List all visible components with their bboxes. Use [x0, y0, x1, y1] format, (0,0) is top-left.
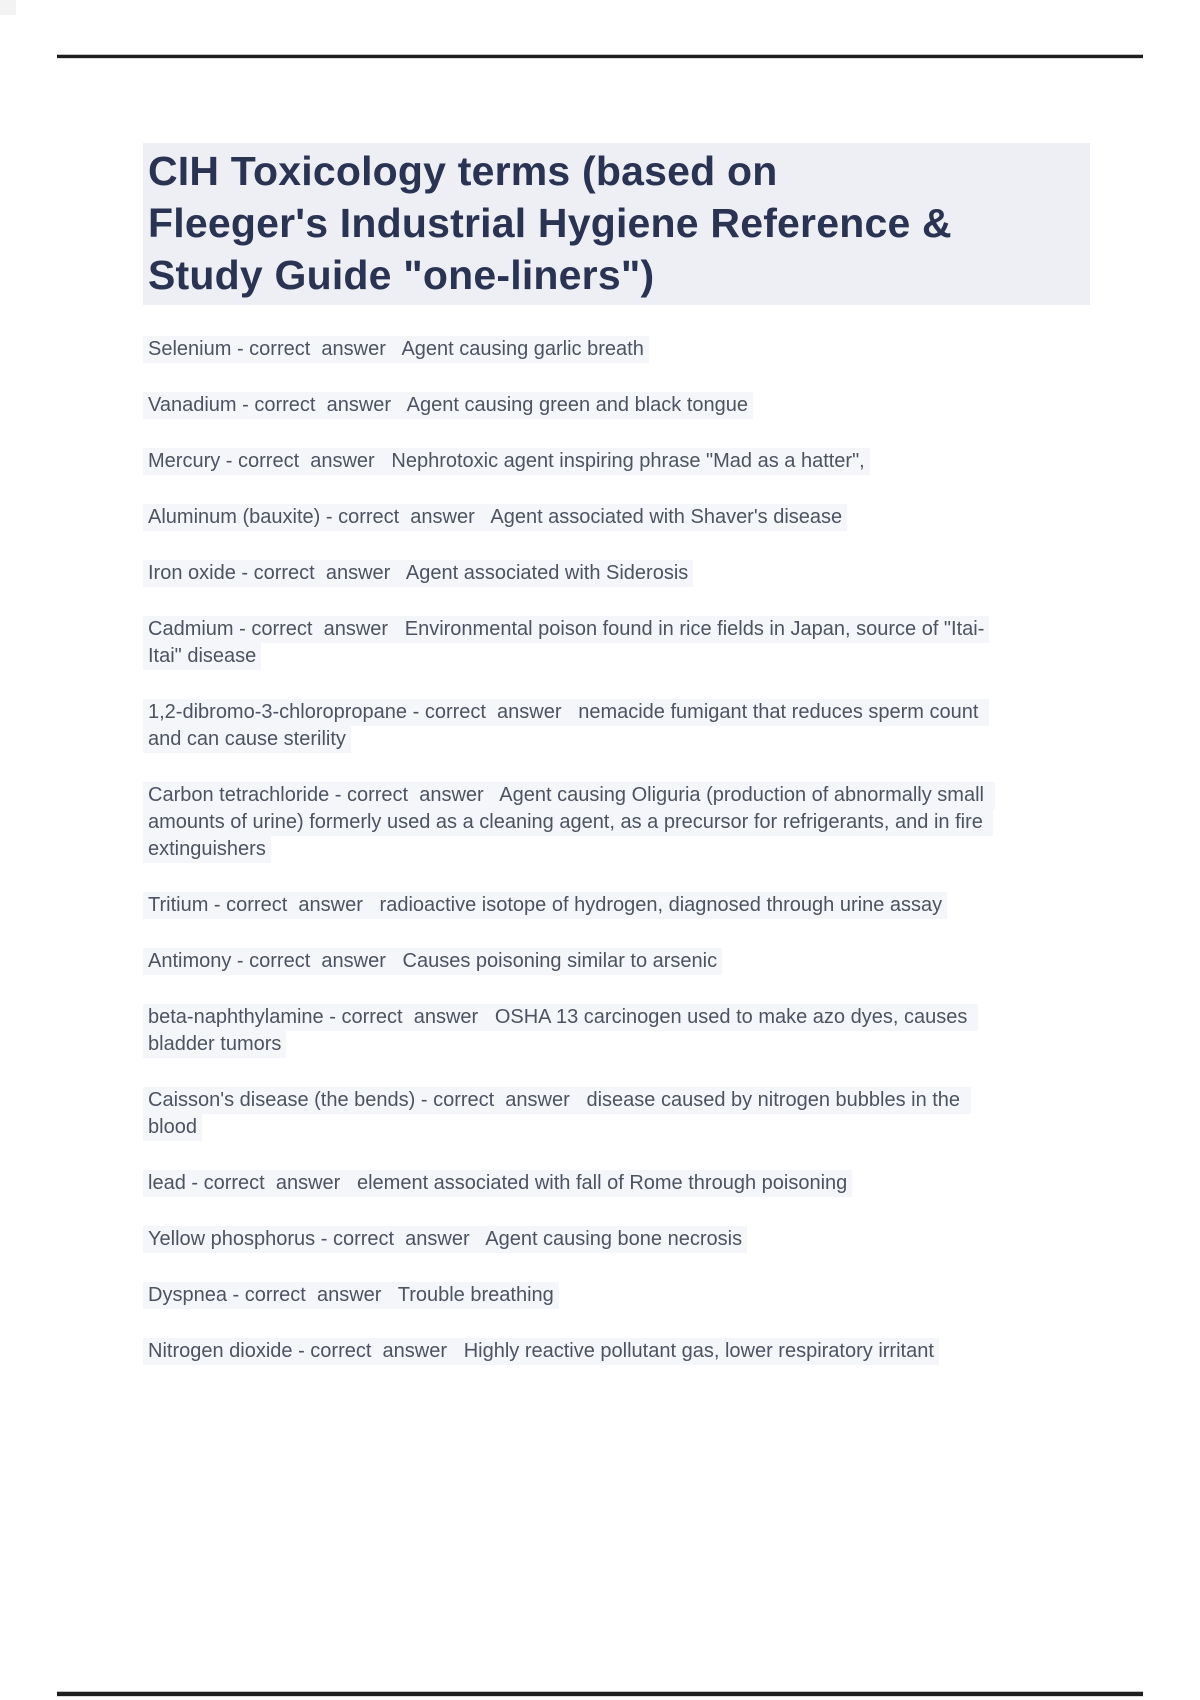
- qa-text: [143, 560, 693, 587]
- qa-separator: - correct answer: [236, 394, 407, 416]
- qa-answer: Highly reactive pollutant gas, lower respiratory irritant: [463, 1340, 934, 1362]
- qa-answer: Environmental poison found in rice fields in Japan, source of "Itai-Itai" disease: [148, 618, 985, 667]
- top-rule: [57, 55, 1143, 58]
- qa-text: [143, 504, 847, 531]
- qa-separator: - correct answer: [220, 450, 392, 472]
- qa-separator: - correct answer: [320, 506, 491, 528]
- qa-term: Caisson's disease (the bends): [148, 1089, 416, 1111]
- qa-item: [143, 504, 1015, 531]
- qa-text: [143, 448, 870, 475]
- qa-answer: Agent associated with Siderosis: [405, 562, 689, 584]
- qa-item: [143, 699, 1015, 753]
- qa-separator: - correct answer: [233, 618, 405, 640]
- corner-artifact: [0, 0, 16, 15]
- qa-separator: - correct answer: [315, 1228, 486, 1250]
- qa-item: [143, 1004, 1015, 1058]
- qa-item: [143, 892, 1015, 919]
- qa-item: [143, 392, 1015, 419]
- qa-item: [143, 1226, 1015, 1253]
- qa-list: [143, 336, 1015, 1365]
- qa-text: [143, 616, 989, 670]
- qa-separator: - correct answer: [292, 1340, 464, 1362]
- qa-item: [143, 1087, 1015, 1141]
- qa-item: [143, 560, 1015, 587]
- qa-text: [143, 892, 947, 919]
- qa-answer: OSHA 13 carcinogen used to make azo dyes, causes bladder tumors: [148, 1006, 973, 1055]
- qa-text: [143, 1282, 559, 1309]
- qa-text: [143, 336, 649, 363]
- title-block: [143, 143, 1090, 305]
- qa-answer: Trouble breathing: [397, 1284, 554, 1306]
- qa-term: beta-naphthylamine: [148, 1006, 324, 1028]
- qa-separator: - correct answer: [231, 338, 402, 360]
- qa-text: [143, 1087, 971, 1141]
- qa-term: Vanadium: [148, 394, 237, 416]
- page-title-line: CIH Toxicology terms (based on: [148, 148, 778, 194]
- qa-term: Iron oxide: [148, 562, 236, 584]
- qa-answer: Agent causing bone necrosis: [485, 1228, 743, 1250]
- qa-answer: disease caused by nitrogen bubbles in the blood: [148, 1089, 966, 1138]
- qa-answer: Nephrotoxic agent inspiring phrase "Mad as a hatter",: [391, 450, 865, 472]
- qa-separator: - correct answer: [329, 784, 500, 806]
- qa-term: Dyspnea: [148, 1284, 227, 1306]
- qa-term: lead: [148, 1172, 186, 1194]
- qa-separator: - correct answer: [185, 1172, 357, 1194]
- qa-answer: nemacide fumigant that reduces sperm count and can cause sterility: [148, 701, 984, 750]
- qa-item: [143, 1282, 1015, 1309]
- page-title-line: Study Guide "one-liners"): [148, 252, 655, 298]
- qa-answer: Agent causing Oliguria (production of abnormally small amounts of urine) formerly used as a cleaning agent, as a precursor for refrigerants, and in fire extinguishers: [148, 784, 990, 860]
- qa-separator: - correct answer: [231, 950, 403, 972]
- qa-answer: element associated with fall of Rome through poisoning: [356, 1172, 848, 1194]
- qa-text: [143, 1004, 978, 1058]
- content-area: [143, 143, 1090, 1394]
- qa-answer: Agent causing garlic breath: [401, 338, 644, 360]
- qa-separator: - correct answer: [226, 1284, 398, 1306]
- page-title-line: Fleeger's Industrial Hygiene Reference &: [148, 200, 952, 246]
- qa-term: Antimony: [148, 950, 232, 972]
- qa-text: [143, 1338, 939, 1365]
- qa-term: Tritium: [148, 894, 209, 916]
- qa-answer: Causes poisoning similar to arsenic: [402, 950, 718, 972]
- qa-item: [143, 1170, 1015, 1197]
- qa-item: [143, 616, 1015, 670]
- qa-item: [143, 336, 1015, 363]
- qa-term: Carbon tetrachloride: [148, 784, 330, 806]
- qa-text: [143, 392, 753, 419]
- qa-answer: radioactive isotope of hydrogen, diagnosed through urine assay: [379, 894, 943, 916]
- qa-text: [143, 1226, 747, 1253]
- qa-separator: - correct answer: [407, 701, 579, 723]
- qa-text: [143, 1170, 852, 1197]
- qa-text: [143, 782, 995, 863]
- qa-text: [143, 948, 722, 975]
- qa-text: [143, 699, 989, 753]
- qa-term: Selenium: [148, 338, 232, 360]
- qa-item: [143, 948, 1015, 975]
- qa-separator: - correct answer: [415, 1089, 587, 1111]
- qa-separator: - correct answer: [323, 1006, 495, 1028]
- bottom-rule: [57, 1692, 1143, 1696]
- qa-term: Cadmium: [148, 618, 234, 640]
- qa-item: [143, 782, 1015, 863]
- qa-term: Nitrogen dioxide: [148, 1340, 293, 1362]
- qa-term: 1,2-dibromo-3-chloropropane: [148, 701, 408, 723]
- qa-item: [143, 448, 1015, 475]
- qa-separator: - correct answer: [235, 562, 406, 584]
- qa-item: [143, 1338, 1015, 1365]
- qa-answer: Agent causing green and black tongue: [406, 394, 749, 416]
- qa-separator: - correct answer: [208, 894, 380, 916]
- page-title: [148, 145, 1090, 301]
- qa-answer: Agent associated with Shaver's disease: [490, 506, 843, 528]
- qa-term: Yellow phosphorus: [148, 1228, 316, 1250]
- qa-term: Aluminum (bauxite): [148, 506, 321, 528]
- qa-term: Mercury: [148, 450, 221, 472]
